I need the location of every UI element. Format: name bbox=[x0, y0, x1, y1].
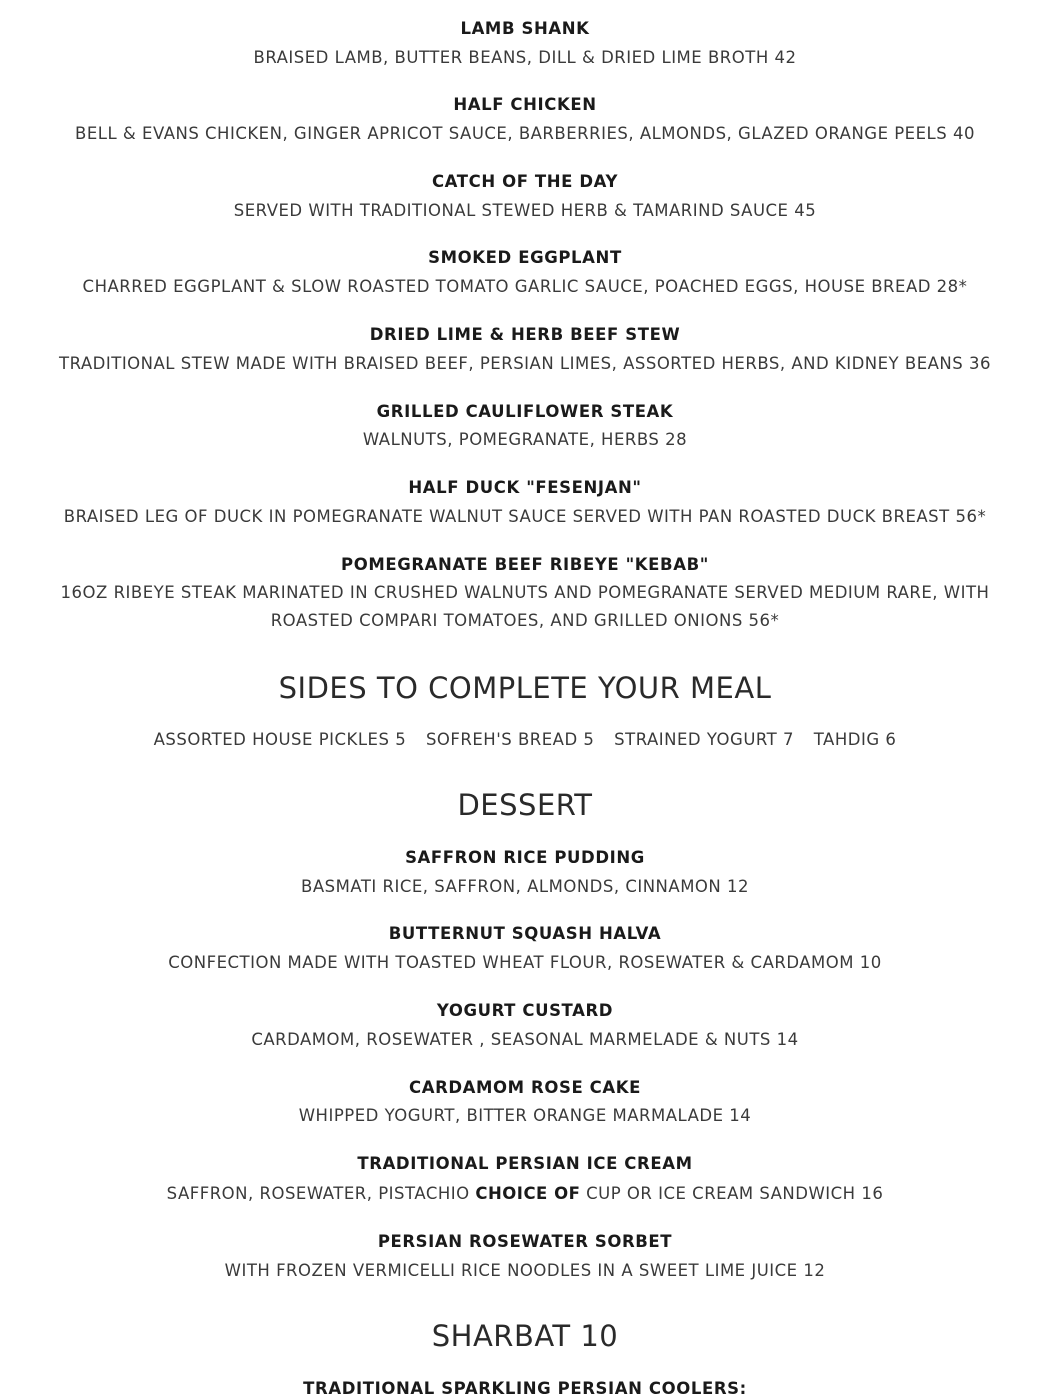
dish-desc-half-chicken: BELL & EVANS CHICKEN, GINGER APRICOT SAUCE, BARBERRIES, ALMONDS, GLAZED ORANGE PEELS 40 bbox=[75, 124, 975, 143]
sides-heading: SIDES TO COMPLETE YOUR MEAL bbox=[278, 671, 772, 705]
dish-name-ribeye-kebab: POMEGRANATE BEEF RIBEYE "KEBAB" bbox=[341, 555, 709, 574]
dessert-name-sorbet: PERSIAN ROSEWATER SORBET bbox=[377, 1232, 673, 1251]
dessert-name-halva: BUTTERNUT SQUASH HALVA bbox=[388, 924, 662, 943]
dessert-desc-sorbet: WITH FROZEN VERMICELLI RICE NOODLES IN A SWEET LIME JUICE 12 bbox=[224, 1261, 826, 1280]
dish-desc-ribeye-kebab: 16OZ RIBEYE STEAK MARINATED IN CRUSHED WALNUTS AND POMEGRANATE SERVED MEDIUM RARE, WITH ROASTED COMPARI TOMATOES, AND GRILLED ONIONS 56* bbox=[60, 583, 990, 630]
dessert-heading: DESSERT bbox=[457, 788, 593, 822]
sides-list bbox=[0, 730, 1050, 749]
dessert-name-ice-cream: TRADITIONAL PERSIAN ICE CREAM bbox=[357, 1154, 693, 1173]
dessert-desc-rose-cake: WHIPPED YOGURT, BITTER ORANGE MARMALADE 14 bbox=[298, 1106, 752, 1125]
dish-desc-smoked-eggplant: CHARRED EGGPLANT & SLOW ROASTED TOMATO GARLIC SAUCE, POACHED EGGS, HOUSE BREAD 28* bbox=[82, 277, 968, 296]
dish-name-smoked-eggplant: SMOKED EGGPLANT bbox=[428, 248, 622, 267]
ice-cream-desc-options: CUP OR ICE CREAM SANDWICH 16 bbox=[580, 1184, 884, 1203]
dish-name-half-chicken: HALF CHICKEN bbox=[453, 95, 597, 114]
ice-cream-desc-choice-of: CHOICE OF bbox=[475, 1184, 581, 1203]
dessert-desc-ice-cream bbox=[0, 1184, 1050, 1203]
sharbat-subheading: TRADITIONAL SPARKLING PERSIAN COOLERS: bbox=[303, 1379, 747, 1398]
dish-name-beef-stew: DRIED LIME & HERB BEEF STEW bbox=[369, 325, 681, 344]
ice-cream-desc-flavors: SAFFRON, ROSEWATER, PISTACHIO bbox=[166, 1184, 476, 1203]
dish-desc-beef-stew: TRADITIONAL STEW MADE WITH BRAISED BEEF, PERSIAN LIMES, ASSORTED HERBS, AND KIDNEY BEANS 36 bbox=[59, 354, 991, 373]
dish-desc-half-duck: BRAISED LEG OF DUCK IN POMEGRANATE WALNUT SAUCE SERVED WITH PAN ROASTED DUCK BREAST 56* bbox=[63, 507, 987, 526]
dish-name-cauliflower-steak: GRILLED CAULIFLOWER STEAK bbox=[376, 402, 674, 421]
side-item-pickles: ASSORTED HOUSE PICKLES 5 bbox=[153, 730, 407, 749]
dessert-desc-yogurt-custard: CARDAMOM, ROSEWATER , SEASONAL MARMELADE & NUTS 14 bbox=[251, 1030, 799, 1049]
side-item-tahdig: TAHDIG 6 bbox=[813, 730, 897, 749]
dish-desc-catch-of-the-day: SERVED WITH TRADITIONAL STEWED HERB & TAMARIND SAUCE 45 bbox=[233, 201, 817, 220]
dessert-desc-rice-pudding: BASMATI RICE, SAFFRON, ALMONDS, CINNAMON 12 bbox=[301, 877, 749, 896]
dessert-name-yogurt-custard: YOGURT CUSTARD bbox=[436, 1001, 614, 1020]
dish-name-catch-of-the-day: CATCH OF THE DAY bbox=[431, 172, 619, 191]
side-item-yogurt: STRAINED YOGURT 7 bbox=[614, 730, 794, 749]
dish-desc-cauliflower-steak: WALNUTS, POMEGRANATE, HERBS 28 bbox=[362, 430, 688, 449]
dessert-name-rose-cake: CARDAMOM ROSE CAKE bbox=[408, 1078, 642, 1097]
dish-name-half-duck: HALF DUCK "FESENJAN" bbox=[408, 478, 642, 497]
dessert-desc-halva: CONFECTION MADE WITH TOASTED WHEAT FLOUR, ROSEWATER & CARDAMOM 10 bbox=[168, 953, 882, 972]
dish-desc-lamb-shank: BRAISED LAMB, BUTTER BEANS, DILL & DRIED LIME BROTH 42 bbox=[253, 48, 797, 67]
dish-name-lamb-shank: LAMB SHANK bbox=[460, 19, 590, 38]
dessert-name-rice-pudding: SAFFRON RICE PUDDING bbox=[405, 848, 645, 867]
sharbat-heading: SHARBAT 10 bbox=[431, 1319, 619, 1353]
side-item-bread: SOFREH'S BREAD 5 bbox=[425, 730, 595, 749]
